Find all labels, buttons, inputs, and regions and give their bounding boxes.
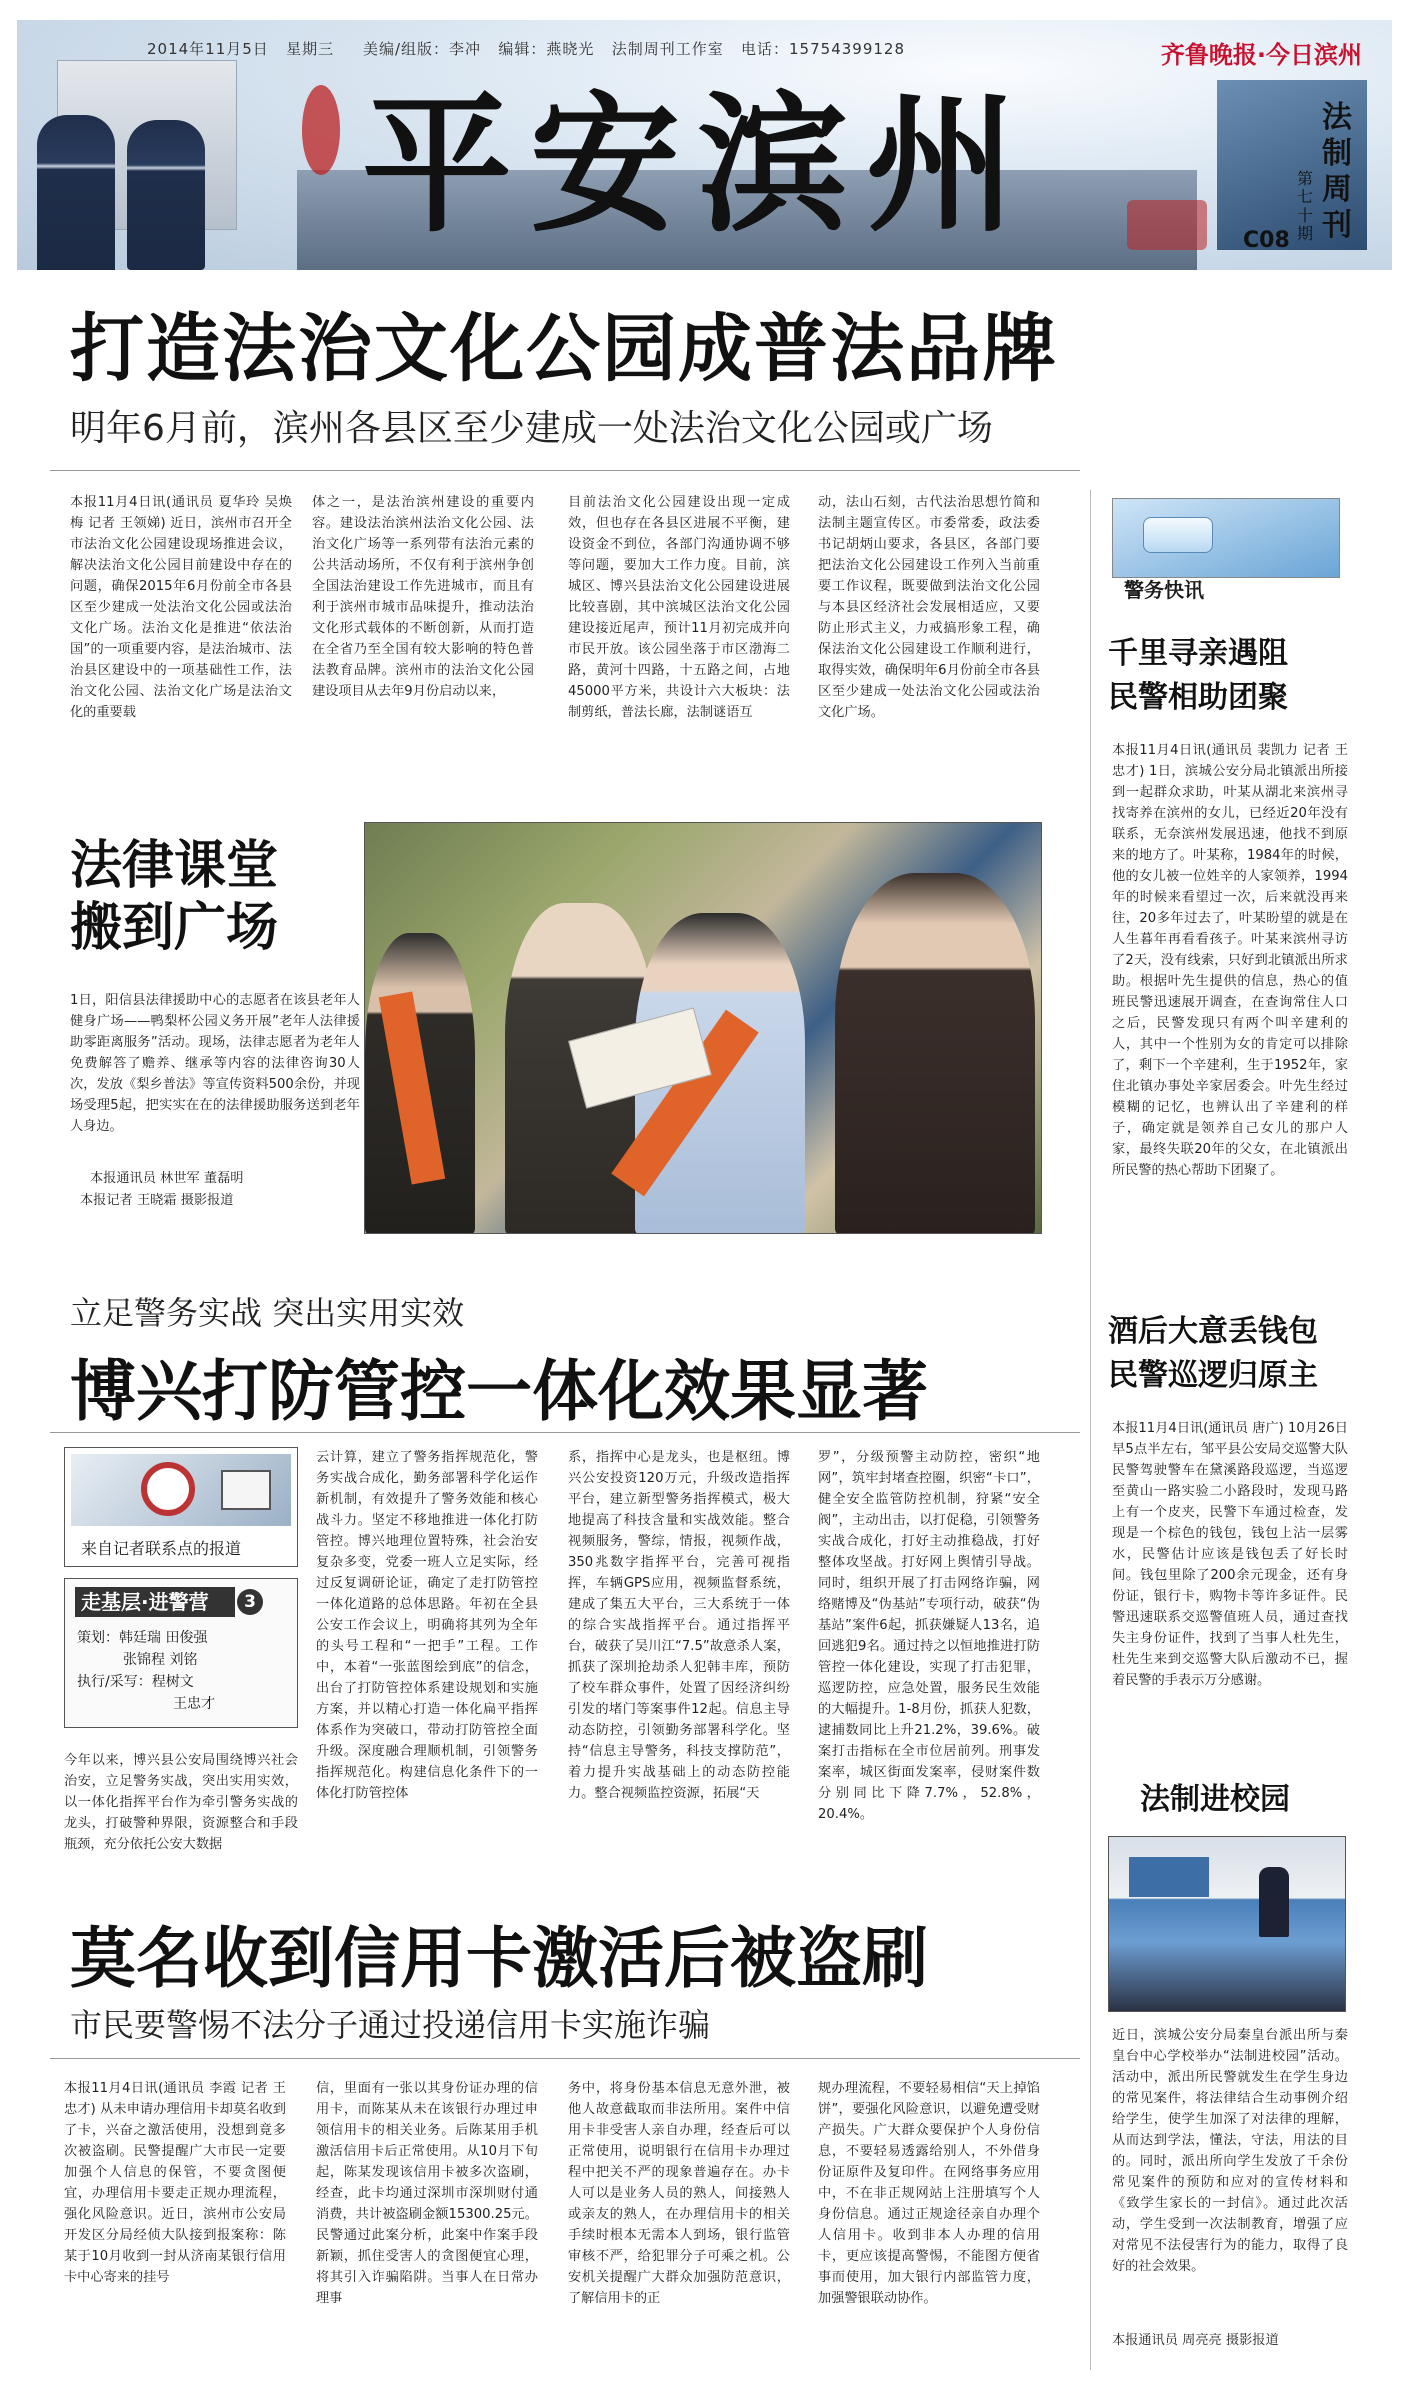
- story1-title: [1108, 632, 1288, 720]
- photo-caption: 来自记者联系点的报道: [81, 1539, 242, 1558]
- section-banner: [1112, 498, 1340, 578]
- red-stamp-icon: [1127, 200, 1207, 250]
- story2-title-line2: 民警巡逻归原主: [1108, 1358, 1318, 1393]
- article2-title-line1: 法律课堂: [70, 836, 279, 896]
- article3-title: 博兴打防管控一体化效果显著: [70, 1353, 928, 1430]
- story1-title-line1: 千里寻亲遇阻: [1108, 636, 1288, 671]
- article3-col3: 系，指挥中心是龙头，也是枢纽。博兴公安投资120万元，升级改造指挥平台，建立新型警务指挥模式，极大地提高了科技含量和实战效能。整合视频服务，警综，情报，视频作战，350兆数字指挥平台，完善可视指挥，车辆GPS应用，视频监督系统，建成了集五大平台，三大系统于一体的综合实战指挥平台。通过指挥平台，破获了吴川江“7.5”故意杀人案，抓获了深圳抢劫杀人犯韩丰库，预防了校车群众事件，处置了因经济纠纷引发的堵门等案事件12起。信息主导动态防控，引领勤务部署科学化。坚持“信息主导警务，科技支撑防范”，着力提升实战基础上的动态防控能力。整合视频监控资源，拓展“天: [568, 1450, 790, 1801]
- story2-title-line1: 酒后大意丢钱包: [1108, 1314, 1318, 1349]
- editor-credit: 编辑：燕晓光: [498, 40, 595, 58]
- studio-phone: 电话：15754399128: [741, 40, 905, 58]
- red-seal-icon: [302, 85, 340, 175]
- article4-col3: 务中，将身份基本信息无意外泄，被他人故意截取而非法所用。案件中信用卡非受害人亲自办理，经查后可以正常使用，说明银行在信用卡办理过程中把关不严的现象普遍存在。办卡人可以是业务人员的熟人，间接熟人或亲友的熟人，在办理信用卡的相关手续时根本无需本人到场，银行监管审核不严，给犯罪分子可乘之机。公安机关提醒广大群众加强防范意识，了解信用卡的正: [568, 2081, 790, 2306]
- divider: [50, 2058, 1080, 2059]
- staff-list: 策划：韩廷瑞 田俊强 张锦程 刘铭 执行/采写：程树文 王忠才: [77, 1630, 215, 1712]
- masthead-banner: [17, 20, 1392, 270]
- divider: [50, 470, 1080, 471]
- police-whistle-icon: [1143, 517, 1213, 553]
- school-photo: [1108, 1836, 1346, 2012]
- divider: [50, 1432, 1080, 1433]
- article2-title: [70, 835, 278, 959]
- series-box: [64, 1578, 298, 1728]
- sidebar-divider: [1090, 490, 1091, 2370]
- article1-col4: 动，法山石刻，古代法治思想竹简和法制主题宣传区。市委常委，政法委书记胡炳山要求，各县区，各部门要把法治文化公园建设工作列入当前重要工作议程，既要做到法治文化公园与本县区经济社会发展相适应，又要防止形式主义，力戒搞形象工程，确保法治文化公园建设工作顺利进行，取得实效，确保明年6月份前全市各县区至少建成一处法治文化公园或法治文化广场。: [818, 495, 1040, 720]
- report-photo-box: [64, 1447, 298, 1567]
- article3-col2: 云计算，建立了警务指挥规范化，警务实战合成化，勤务部署科学化运作新机制，有效提升了警务效能和核心战斗力。坚定不移地推进一体化打防管控。博兴地理位置特殊，社会治安复杂多变，党委一班人立足实际，经过反复调研论证，确定了走打防管控一体化道路的总体思路。年初在全县公安工作会议上，明确将其列为全年的头号工程和“一把手”工程。工作中，本着“一张蓝图绘到底”的信念，出台了打防管控体系建设规划和实施方案，并以精心打造一体化扁平指挥体系作为突破口，带动打防管控全面升级。深度融合理顺机制，引领警务指挥规范化。构建信息化条件下的一体化打防管控体: [316, 1450, 538, 1801]
- story3-credit: 本报通讯员 周亮亮 摄影报道: [1112, 2333, 1279, 2348]
- policewoman-figure: [37, 115, 115, 270]
- article1-col3: 目前法治文化公园建设出现一定成效，但也存在各县区进展不平衡，建设资金不到位，各部门沟通协调不够等问题，要加大工作力度。目前，滨城区、博兴县法治文化公园建设进展比较喜剧，其中滨城区法治文化公园建设接近尾声，预计11月初完成并向市民开放。该公园坐落于市区渤海二路，黄河十四路，十五路之间，占地45000平方米，共设计六大板块：法制剪纸，普法长廊，法制谜语互: [568, 495, 790, 720]
- policeman-figure: [127, 120, 205, 270]
- legal-aid-photo: [364, 822, 1042, 1234]
- article2-credit1: 本报通讯员 林世军 董磊明: [90, 1171, 244, 1186]
- article2-title-line2: 搬到广场: [70, 898, 279, 958]
- issue-weekday: 星期三: [286, 40, 335, 58]
- article1-col1: 本报11月4日讯(通讯员 夏华玲 吴焕梅 记者 王领娣) 近日，滨州市召开全市法治文化公园建设现场推进会议，解决法治文化公园目前建设中存在的问题，确保2015年6月份前全市各县区至少建成一处法治文化公园或法治文化广场。法治文化是推进“依法治国”的一项重要内容，是法治城市、法治县区建设中的一项基础性工作，法治文化公园、法治文化广场是法治文化的重要载: [70, 495, 292, 720]
- story1-title-line2: 民警相助团聚: [1108, 680, 1288, 715]
- article3-col1: 今年以来，博兴县公安局围绕博兴社会治安，立足警务实战，突出实用实效，以一体化指挥平台作为牵引警务实战的龙头，打破警种界限，资源整合和手段瓶颈，充分依托公安大数据: [64, 1753, 298, 1852]
- design-credit: 美编/组版：李冲: [362, 40, 482, 58]
- story3-body: 近日，滨城公安分局秦皇台派出所与秦皇台中心学校举办“法制进校园”活动。活动中，派出所民警就发生在学生身边的常见案件，将法律结合生动事例介绍给学生，使学生加深了对法律的理解，从而达到学法，懂法，守法，用法的目的。同时，派出所向学生发放了千余份常见案件的预防和应对的宣传材料和《致学生家长的一封信》。通过此次活动，学生受到一次法制教育，增强了应对常见不法侵害行为的能力，取得了良好的社会效果。: [1112, 2028, 1348, 2274]
- article4-col2: 信，里面有一张以其身份证办理的信用卡，而陈某从未在该银行办理过申领信用卡的相关业务。后陈某用手机激活信用卡后正常使用。从10月下旬起，陈某发现该信用卡被多次盗刷，经查，此卡均通过深圳市深圳财付通消费，共计被盗刷金额15300.25元。民警通过此案分析，此案中作案手段新颖，抓住受害人的贪图便宜心理，将其引入诈骗陷阱。当事人在日常办理事: [316, 2081, 538, 2306]
- article1-subtitle: 明年6月前，滨州各县区至少建成一处法治文化公园或广场: [70, 408, 993, 449]
- elderly-woman-figure: [835, 873, 1035, 1234]
- newspaper-brand: 齐鲁晚报·今日滨州: [1160, 41, 1362, 69]
- article1-title: 打造法治文化公园成普法品牌: [70, 306, 1058, 392]
- column-name: 法 制 周 刊: [1322, 100, 1352, 243]
- section-label: 警务快讯: [1124, 578, 1204, 602]
- series-title: 走基层·进警营: [75, 1587, 235, 1617]
- page-number: C08: [1243, 228, 1290, 253]
- article4-subtitle: 市民要警惕不法分子通过投递信用卡实施诈骗: [70, 2006, 711, 2044]
- classroom-board: [1129, 1857, 1209, 1897]
- story2-title: [1108, 1310, 1318, 1398]
- masthead-info: [147, 38, 905, 59]
- article3-kicker: 立足警务实战 突出实用实效: [70, 1294, 465, 1332]
- article4-col1: 本报11月4日讯(通讯员 李霞 记者 王忠才) 从未申请办理信用卡却莫名收到了卡，兴奋之激活使用，没想到竟多次被盗刷。民警提醒广大市民一定要加强个人信息的保管，不要贪图便宜，办理信用卡要走正规办理流程，强化风险意识。近日，滨州市公安局开发区分局经侦大队接到报案称：陈某于10月收到一封从济南某银行信用卡中心寄来的挂号: [64, 2081, 286, 2285]
- article2-body: 1日，阳信县法律援助中心的志愿者在该县老年人健身广场——鸭梨杯公园义务开展”老年人法律援助零距离服务”活动。现场，法律志愿者为老年人免费解答了赡养、继承等内容的法律咨询30人次，发放《梨乡普法》等宣传资料500余份，并现场受理5起，把实实在在的法律援助服务送到老年人身边。: [70, 993, 360, 1134]
- report-photo: [71, 1454, 291, 1526]
- article1-col2: 体之一，是法治滨州建设的重要内容。建设法治滨州法治文化公园、法治文化广场等一系列带有法治元素的公共活动场所，不仅有利于滨州争创全国法治建设工作先进城市，而且有利于滨州市城市品味提升，推动法治文化形式载体的不断创新，从而打造在全省乃至全国有较大影响的特色普法教育品牌。滨州市的法治文化公园建设项目从去年9月份启动以来，: [312, 495, 534, 699]
- issue-number: 第 七 十 期: [1297, 169, 1314, 244]
- article4-col4: 规办理流程，不要轻易相信“天上掉馅饼”，要强化风险意识，以避免遭受财产损失。广大群众要保护个人身份信息，不要轻易透露给别人，不外借身份证原件及复印件。在网络事务应用中，不在非正规网站上注册填写个人身份信息。通过正规途径亲自办理个人信用卡。收到非本人办理的信用卡，更应该提高警惕，不能图方便省事而使用，加大银行内部监管力度，加强警银联动协作。: [818, 2081, 1040, 2306]
- studio-name: 法制周刊工作室: [611, 40, 724, 58]
- page-title: 平安滨州: [362, 77, 1035, 253]
- story2-body: 本报11月4日讯(通讯员 唐广) 10月26日早5点半左右，邹平县公安局交巡警大队民警驾驶警车在黛溪路段巡逻，当巡逻至黄山一路实验二小路段时，发现马路上有一个皮夹，民警下车通过检查，发现是一个棕色的钱包，钱包上沾一层雾水，民警估计应该是钱包丢了好长时间。钱包里除了200余元现金，还有身份证，银行卡，购物卡等许多证件。民警迅速联系交巡警值班人员，通过查找失主身份证件，找到了当事人杜先生，杜先生来到交巡警大队后激动不已，握着民警的手表示万分感谢。: [1112, 1421, 1348, 1688]
- story1-body: 本报11月4日讯(通讯员 裴凯力 记者 王忠才) 1日，滨城公安分局北镇派出所接到一起群众求助，叶某从湖北来滨州寻找寄养在滨州的女儿，已经近20年没有联系，无奈滨州发展迅速，他找不到原来的地方了。叶某称，1984年的时候，他的女儿被一位姓辛的人家领养，1994年的时候来看望过一次，后来就没再来往，20多年过去了，叶某盼望的就是在人生暮年再看看孩子。叶某来滨州寻访了2天，没有线索，只好到北镇派出所求助。根据叶先生提供的信息，热心的值班民警迅速展开调查，在查询常住人口之后，民警发现只有两个叫辛建利的人，其中一个性别为女的肯定可以排除了，剩下一个辛建利，生于1952年，家住北镇办事处辛家居委会。叶先生经过模糊的记忆，也辨认出了辛建利的样子，确定就是领养自己女儿的那户人家，最终失联20年的父女，在北镇派出所民警的热心帮助下团聚了。: [1112, 743, 1348, 1178]
- laptop-icon: [221, 1470, 271, 1510]
- article4-title: 莫名收到信用卡激活后被盗刷: [70, 1920, 928, 1997]
- issue-date: 2014年11月5日: [147, 40, 269, 58]
- satellite-dish-icon: [141, 1462, 195, 1516]
- police-officer-figure: [1259, 1867, 1289, 1937]
- article3-col4: 罗”，分级预警主动防控，密织“地网”，筑牢封堵查控圈，织密“卡口”，健全安全监管防控机制，狩紧“安全阀”，主动出击，以打促稳，引领警务实战合成化，打好主动推稳战，打好整体攻坚战。打好网上舆情引导战。同时，组织开展了打击网络诈骗，网络赌博及“伪基站”专项行动，破获“伪基站”案件6起，抓获嫌疑人13名，追回逃犯9名。通过持之以恒地推进打防管控一体化建设，实现了打击犯罪，巡逻防控，应急处置，服务民生效能的大幅提升。1-8月份，抓获人犯数，逮捕数同比上升21.2%，39.6%。破案打击指标在全市位居前列。刑事发案率，城区街面发案率，侵财案件数分别同比下降7.7%，52.8%，20.4%。: [818, 1450, 1040, 1822]
- story3-title: 法制进校园: [1140, 1782, 1290, 1817]
- article2-credit2: 本报记者 王晓霜 摄影报道: [80, 1193, 234, 1208]
- series-number: 3: [237, 1589, 263, 1615]
